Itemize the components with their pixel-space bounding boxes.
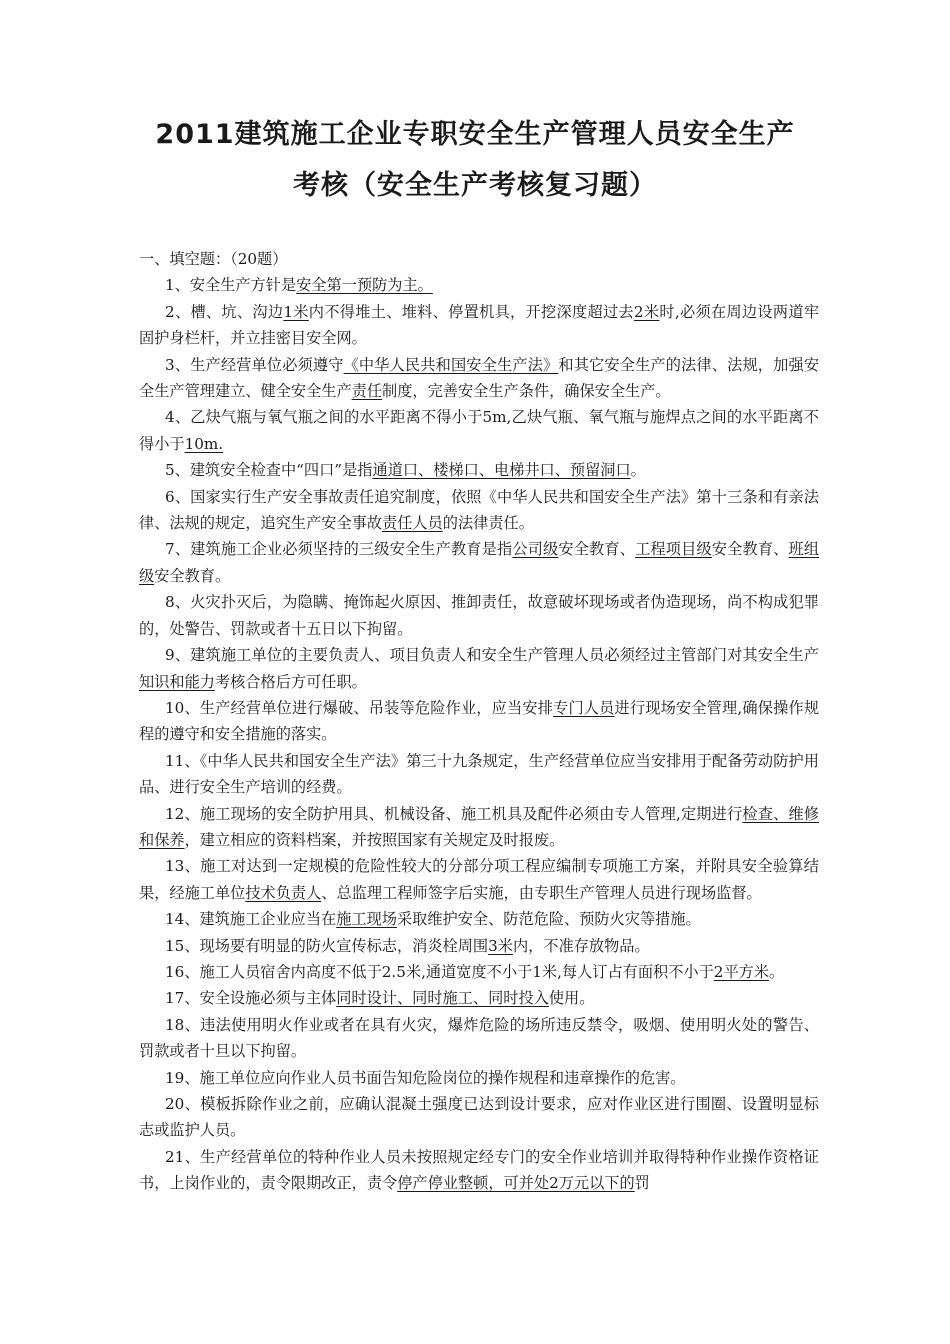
question-text: 3、生产经营单位必须遵守 bbox=[165, 355, 344, 374]
question-text: 4、乙炔气瓶与氧气瓶之间的水平距离不得小于5m,乙炔气瓶、氧气瓶与施焊点之间的水平距离不得小于 bbox=[139, 408, 819, 453]
question-item bbox=[139, 933, 819, 959]
question-item bbox=[139, 695, 819, 748]
section-heading: 一、填空题：（20题） bbox=[139, 250, 288, 268]
doc-body bbox=[139, 246, 819, 1197]
question-text: 罚 bbox=[634, 1174, 650, 1193]
question-text: 6、国家实行生产安全事故责任追究制度，依照《中华人民共和国安全生产法》第十三条和有亲法律、法规的规定，追究生产安全事故 bbox=[139, 487, 819, 533]
doc-title-line-2: 考核（安全生产考核复习题） bbox=[293, 170, 657, 201]
answer-blank: 公司级 bbox=[512, 540, 559, 559]
answer-blank: 停产停业整顿，可并处2万元以下的 bbox=[397, 1174, 635, 1193]
question-text: 15、现场要有明显的防火宣传标志，消炎栓周围 bbox=[165, 936, 489, 955]
question-text: 2、槽、坑、沟边 bbox=[165, 302, 284, 321]
question-item bbox=[139, 484, 819, 537]
answer-blank: 责任 bbox=[351, 382, 382, 401]
question-item bbox=[139, 589, 819, 642]
answer-blank: 10m. bbox=[184, 434, 224, 453]
question-text: 7、建筑施工企业必须坚持的三级安全生产教育是指 bbox=[165, 540, 513, 559]
question-text: 。 bbox=[769, 962, 785, 981]
question-item bbox=[139, 272, 819, 298]
question-item bbox=[139, 801, 819, 854]
question-item bbox=[139, 853, 819, 906]
question-text: 21、生产经营单位的特种作业人员未按照规定经专门的安全作业培训并取得特种作业操作资格证书，上岗作业的，责令限期改正，责令 bbox=[139, 1147, 819, 1193]
question-item bbox=[139, 457, 819, 483]
question-text: 和其它安全生产的法律、法规，加强安全生产管理建立、健全安全生产 bbox=[139, 355, 820, 401]
question-item bbox=[139, 1012, 819, 1065]
question-text: 13、施工对达到一定规模的危险性较大的分部分项工程应编制专项施工方案，并附具安全验算结果，经施工单位 bbox=[139, 857, 819, 902]
question-text: 制度，完善安全生产条件，确保安全生产。 bbox=[382, 382, 671, 401]
question-text: 5、建筑安全检查中“四口”是指 bbox=[165, 461, 373, 480]
question-item bbox=[139, 299, 819, 352]
question-text: 19、施工单位应向作业人员书面告知危险岗位的操作规程和违章操作的危害。 bbox=[165, 1068, 686, 1087]
question-text: 12、施工现场的安全防护用具、机械设备、施工机具及配件必须由专人管理,定期进行 bbox=[165, 804, 743, 823]
answer-blank: 2米 bbox=[633, 302, 660, 321]
answer-blank: 工程项目级 bbox=[635, 540, 712, 559]
question-text: 。 bbox=[630, 461, 646, 480]
question-item bbox=[139, 352, 819, 405]
question-text: 进行现场安全管理,确保操作规程的遵守和安全措施的落实。 bbox=[139, 698, 820, 744]
answer-blank: 施工现场 bbox=[336, 910, 397, 929]
answer-blank: 3米 bbox=[488, 936, 513, 955]
question-text: 18、违法使用明火作业或者在具有火灾，爆炸危险的场所违反禁令，吸烟、使用明火处的警告、罚款或者十旦以下拘留。 bbox=[139, 1015, 819, 1061]
answer-blank: 通道口、楼梯口、电梯井口、预留洞口 bbox=[372, 461, 631, 480]
question-item bbox=[139, 404, 819, 457]
question-text: 17、安全设施必须与主体 bbox=[165, 989, 337, 1008]
question-item bbox=[139, 1144, 819, 1197]
question-text: 采取维护安全、防范危险、预防火灾等措施。 bbox=[396, 910, 701, 929]
question-item bbox=[139, 1065, 819, 1091]
answer-blank: 技术负责人 bbox=[245, 883, 322, 902]
question-item bbox=[139, 985, 819, 1011]
answer-blank: 专门人员 bbox=[553, 698, 615, 717]
question-text: ，建立相应的资料档案，并按照国家有关规定及时报废。 bbox=[184, 830, 565, 849]
question-list bbox=[139, 272, 819, 1196]
answer-blank: 安全第一预防为主。 bbox=[296, 276, 433, 295]
question-item bbox=[139, 1091, 819, 1144]
question-text: 时,必须在周边设两道牢固护身栏杆，并立挂密目安全网。 bbox=[139, 302, 820, 348]
question-text: 安全教育、 bbox=[558, 540, 636, 559]
question-text: 1、安全生产方针是 bbox=[165, 276, 297, 295]
question-item bbox=[139, 642, 819, 695]
question-text: 16、施工人员宿舍内高度不低于2.5米,通道宽度不小于1米,每人订占有面积不小于 bbox=[165, 962, 714, 981]
question-text: 安全教育。 bbox=[154, 566, 231, 585]
question-text: 8、火灾扑灭后，为隐瞒、掩饰起火原因、推卸责任，故意破坏现场或者伪造现场，尚不构成犯罪的，处警告、罚款或者十五日以下拘留。 bbox=[139, 593, 819, 638]
answer-blank: 检查、维修和保养 bbox=[139, 804, 820, 849]
question-text: 考核合格后方可任职。 bbox=[214, 672, 367, 691]
doc-title-line-1: 2011建筑施工企业专职安全生产管理人员安全生产 bbox=[155, 119, 795, 150]
question-item bbox=[139, 536, 819, 589]
question-text: 20、模板拆除作业之前，应确认混凝土强度已达到设计要求，应对作业区进行围圈、设置明显标志或监护人员。 bbox=[139, 1095, 819, 1140]
answer-blank: 责任人员 bbox=[382, 514, 443, 533]
answer-blank: 班组级 bbox=[139, 540, 820, 585]
question-text: 14、建筑施工企业应当在 bbox=[165, 910, 337, 929]
question-text: 、总监理工程师签字后实施，由专职生产管理人员进行现场监督。 bbox=[321, 883, 762, 902]
answer-blank: 同时设计、同时施工、同时投入 bbox=[336, 989, 549, 1008]
answer-blank: 知识和能力 bbox=[139, 672, 215, 691]
question-text: 内不得堆土、堆料、停置机具，开挖深度超过去 bbox=[308, 302, 634, 321]
question-text: 的法律责任。 bbox=[442, 514, 534, 533]
question-item bbox=[139, 748, 819, 801]
question-text: 10、生产经营单位进行爆破、吊装等危险作业，应当安排 bbox=[165, 698, 554, 717]
answer-blank: 1米 bbox=[283, 302, 309, 321]
question-text: 使用。 bbox=[548, 989, 595, 1008]
question-text: 内，不准存放物品。 bbox=[512, 936, 650, 955]
question-item bbox=[139, 959, 819, 985]
answer-blank: 2平方米 bbox=[713, 962, 770, 981]
question-text: 安全教育、 bbox=[711, 540, 789, 559]
question-item bbox=[139, 906, 819, 932]
question-text: 11、《中华人民共和国安全生产法》第三十九条规定，生产经营单位应当安排用于配备劳动防护用品、进行安全生产培训的经费。 bbox=[139, 751, 819, 797]
answer-blank: 《中华人民共和国安全生产法》 bbox=[343, 355, 559, 374]
question-text: 9、建筑施工单位的主要负责人、项目负责人和安全生产管理人员必须经过主管部门对其安全生产 bbox=[165, 646, 819, 665]
